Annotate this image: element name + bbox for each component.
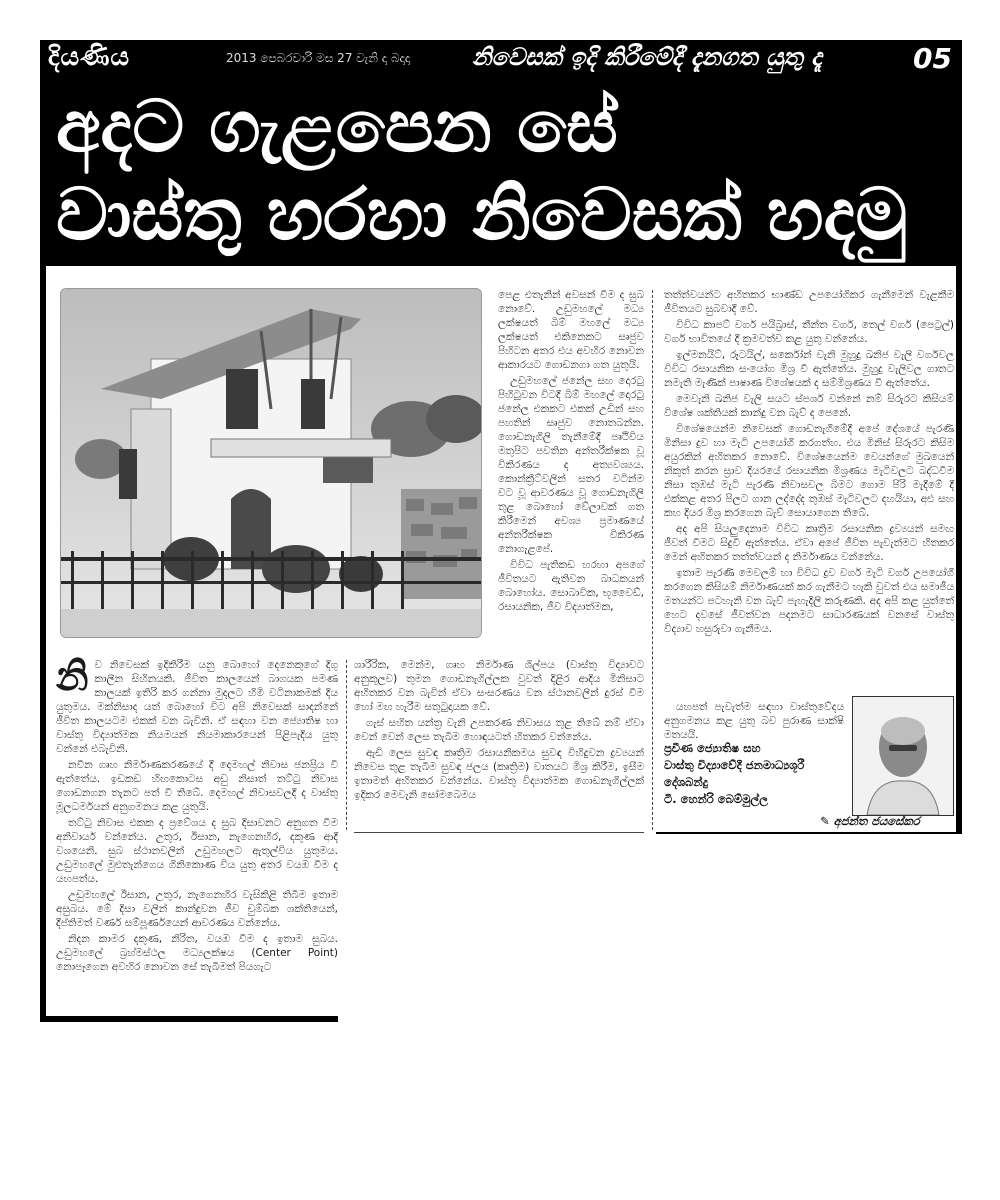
headline-line-2: වාස්තු හරහා නිවෙසක් හදමු xyxy=(56,172,908,256)
paragraph: නිදන කාමර දකුණ, නිරිත, වයඹ වීම ද ඉතාම සුබය. උඩුමහලේ බ්‍රහ්මස්ථල මධ්‍යලක්ෂය (Center Point) නොපෑගෙන අවහිර නොවන සේ තැබීමත් පියගැට xyxy=(56,933,338,973)
author-line: වාස්තු විද්‍යාවේදී ජනමාධ්‍යශූරී xyxy=(664,758,805,772)
author-portrait xyxy=(852,696,954,816)
headline-block xyxy=(40,80,962,266)
article-column-2 xyxy=(354,658,644,804)
paragraph: යහපත් පැවැත්ම සඳහා වාස්තුවේදය අනුගමනය කළ යුතු බව පුරාණ සාක්ෂි මතයයි. xyxy=(664,701,844,741)
newspaper-brand: දියණිය xyxy=(48,42,131,72)
paragraph: උඩුමහලේ ජනේල සහ දොරටු පිහිටුවන විටදී බිම් මහලේ දොරටු ජනේල එකකට එකක් උඩින් සහ පහතින් සෘජුව නොතබන්න. ගොඩනැගිලි තැනීමේදී පෘථිවිය මතුපිට පවතින අන්තරීක්ෂක වූ විකිරණය ද අත්‍යවශ්‍යය. කොන්ක්‍රීට්වලින් සතර වටින්ම වට වූ ආවරණය වූ ගොඩනැගිලි තුළ බොහෝ වේලාවක් ගත කිරීමෙන් අවශ්‍ය ප්‍රමාණයේ අන්තරීක්ෂක විකිරණ නොගැළපේ. xyxy=(498,375,644,555)
paragraph-first xyxy=(56,653,338,756)
pen-icon: ✎ xyxy=(820,814,830,828)
masthead xyxy=(40,40,962,80)
paragraph: ඉල්මනයිට්, රූටයිල්, සර්කෝන් වැනි මුහුදු ඛනිජ වැලි වර්ගවල විවිධ රසායනික සංයෝග මිශ්‍ර වී ඇත්තේය. මුහුදු වැලිවල ගාතට නමැති මැණික් පාෂාණ විශේෂයක් ද සම්මිශ්‍රණය වී ඇත්තේය. xyxy=(664,349,954,389)
frame-right-border xyxy=(956,266,962,834)
paragraph-text: ව නිවෙසක් ඉදිකිරීම යනු බොහෝ දෙනෙකුගේ දිගු කාලීන සිහිනයකි. ජීවිත කාලයෙන් බාගයක පමණ කාලයක් ඉතිරි කර ගන්නා මුදලට හිමි වටිනාකමක් දිය යුතුමය. මක්නිසාද යත් බොහෝ විට අපි නිවෙසක් සාදන්නේ ජීවිත කාලයටම එකක් වන බැවිනි. ඒ සඳහා වන ජ්‍යොතිෂ හා වාස්තු විද්‍යාත්මක නියමයන් නියමාකාරයෙන් පිළිපැදිය යුතු වන්නේ එබැවිනි. xyxy=(56,659,338,755)
paragraph: ඇඩි ලෙස සුවඳ කෘත්‍රිම රසායනිකමය සුවඳ විහිදුවන ද්‍රව්‍යයන් නිවෙස තුළ තැබීම සුවඳ ජලය (කෘත්‍රිම) වාතයට මිශ්‍ර කිරීම, ඉසීම ඉතාමත් අහිතකර වන්නේය. වාස්තු විද්‍යාත්මක ගොඩනැගිල්ලක් ඉදිකර මෙවැනි සෝමබෙමය xyxy=(354,747,644,801)
author-portrait-illustration xyxy=(853,697,953,815)
page-number: 05 xyxy=(913,42,952,75)
paragraph: විවිධ කාපට් වර්ග පයිබ්‍රාස්, තීන්ත වර්ග, තෙල් වර්ග (පෙට්‍රල්) වර්ග භාවිතයේ දී ක්‍රමවත්ව කළ යුතු වන්නේය. xyxy=(664,319,954,345)
column-divider xyxy=(346,660,347,830)
byline-rule xyxy=(656,832,956,834)
house-photo xyxy=(60,288,482,638)
paragraph: ගැස් සහිත යන්ත්‍ර වැනි උපකරණ නිවාසය තුළ තිබේ නම් ඒවා වෙන් වෙන් ලෙස තැබීම හොඳයටත් හිතකර වන්නේය. xyxy=(354,717,644,743)
paragraph: විවිධ පැතිකඩ හරහා අපගේ ජීවිතයට ඇතිවන බාධකයන් බොහෝය. සොබාවික, භූවෛඩ්, රසායනික, ජීව විද්‍යාත්මක, xyxy=(498,559,644,613)
column-rule xyxy=(354,832,644,833)
paragraph: උඩුමහලේ ඊසාන, උතුර, නැගෙනහිර වැසිකිළි තිබීම ඉතාම අසුබය. මේ දිසා වලින් කාන්දුවන ජීව චුම්බක ශක්තියෙන්, දීප්තිමත් වර්ණ සම්පූර්ණයෙන් ආවරණය වන්නේය. xyxy=(56,889,338,929)
author-name: ටී. හෙන්රි බෙම්මුල්ල xyxy=(664,792,768,806)
paragraph: තට්ටු නිවාස එකක ද ප්‍රවේශය ද සුබ දිසාවනට අනුගත වීම අනිවාර්ය වන්නේය. උතුර, ඊසාන, නැගෙනහිර, දකුණ ආදී වශයෙනි. සුබ ස්ථානවලින් උඩුමහලට ඇතුල්විය යුතුමය. උඩුමහලේ මුළුතැන්ගෙය ගිනිකොණ විය යුතු අතර වයඹ වීම ද යහපත්ය. xyxy=(56,817,338,885)
article-column-1 xyxy=(56,653,338,976)
paragraph: ඉතාම පැරණි මෙවලම් හා විවිධ ද්‍රව වර්ග මැටි වර්ග උපයෝගී කරගෙන කිසියම් නිර්මාණයක් කර ගැනීමට හැකි වුවත් එය සමාජීය මතයන්ට පටහැනි වන බැව් පැහැදිලි කරුණකි. අද අපි කළ යුත්තේ හෙට දවසේ ජීවත්වන පදනමට සාධාරණයක් වනසේ වාස්තු විද්‍යාව හසුරුවා ගැනීමය. xyxy=(664,567,954,635)
paragraph: නවීන ගෘහ නිර්මාණකරණයේ දී දෙමහල් නිවාස ජනප්‍රිය වී ඇත්තේය. ඉඩකඩ හිඟකොටස අඩු නිසාත් තට්ටු නිවාස ගොඩනගන තැනට පත් වී තිබේ. දෙමහල් නිවාසවලදී ද වාස්තු මූලධර්මයන් අනුගමනය කළ යුතුයි. xyxy=(56,759,338,813)
headline-line-1: අදට ගැළපෙන සේ xyxy=(56,84,618,168)
frame-bottom-border xyxy=(40,1016,338,1022)
paragraph: පෙළ එතැනින් අවසන් වීම ද සුබ නොවේ. උඩුමහලේ මධ්‍ය ලක්ෂයත් බිම් මහලේ මධ්‍ය ලක්ෂයත් එකිනෙකට සෘජුව පිහිටන අතර එය අවහිර නොවන ආකාරයට ගොඩනගා ගත යුතුයි. xyxy=(498,289,644,371)
paragraph: මෙවැනි ඛනිජ වැලි සයට ස්පර්ශ වන්නේ නම් සිරුරට කිසියම් විශේෂ ශක්තියක් කාන්දු වන බැව් ද පෙනේ. xyxy=(664,393,954,419)
article-column-5 xyxy=(664,700,844,744)
byline-name: අජන්ත ජයසේකර xyxy=(833,814,920,828)
paragraph: තත්ත්වයන්ට අහිතකර භාණ්ඩ උපයෝගිකර ගැනීමෙන් වැළකීම ජීවිතයට සුබවාදී වේ. xyxy=(664,289,954,315)
frame-left-border xyxy=(40,266,46,1022)
article-column-3 xyxy=(498,288,644,616)
section-title: නිවෙසක් ඉදි කිරීමේදී දැනගත යුතු දෑ xyxy=(472,43,822,71)
house-illustration xyxy=(61,289,481,637)
column-divider xyxy=(652,290,653,830)
photo-byline xyxy=(820,814,920,829)
drop-cap: නි xyxy=(56,653,89,700)
author-credits xyxy=(664,740,850,808)
issue-date: 2013 පෙබරවාරි මස 27 වැනි දා බදාදා xyxy=(226,51,411,65)
author-line: ප්‍රවීණ ජ්‍යොතිෂ සහ xyxy=(664,741,761,755)
paragraph: අද අපි සියලුදෙනාම විවිධ කෘත්‍රිම රසායනික ද්‍රව්‍යයන් සමඟ ජීවත් වීමට සිදුවී ඇත්තේය. ඒවා අපේ ජීවිත පැවැත්මට හිතකර මෙන් අහිතකර තත්ත්වයන් ද නිර්මාණය වන්නේය. xyxy=(664,523,954,563)
paragraph: විශේෂයෙන්ම නිවෙසක් ගොඩනැගීමේදී අපේ දේශයේ පැරණි මිනිසා ද්‍රව හා මැටි උපයෝගී කරගත්හ. එය මිනිස් සිරුරට කිසිම අයුරකින් අහිතකර නොවේ. විශේෂයෙන්ම වෙයන්ගේ මුඛයෙන් නිකුත් කරන ස්‍රාව දියරයේ රසායනික මිශ්‍රණය මැටිවලට බද්ධවීම නිසා තුඹස් මැටි පැරණි නිවාසවල බිමට ගොම පිරි මැදීමේ දී එක්කළ අතර පිලට ගාන ලද්දේද තුඹස් මැටිවලට දහයියා, අළු සහ කහ දියර මිශ්‍ර කරගෙන බැව් සොයාගෙන තිබේ. xyxy=(664,423,954,519)
article-column-4 xyxy=(664,288,954,638)
paragraph: ශාරීරික, මෙන්ම, ගෘහ නිර්මාණ ශිල්පය (වාස්තු විද්‍යාවට අනුකූලව) තුමන ගොඩනැගිල්ලක වුවත් දිළිර ආදිය මිනිසාට අහිතකර වන බැවින් ඒවා සංසරණය වන ස්ථානවලින් දුරස් වීම හෝ මඟ හැරීම සතුටුදායක වේ. xyxy=(354,659,644,713)
author-line: දේශබන්දු xyxy=(664,775,708,789)
